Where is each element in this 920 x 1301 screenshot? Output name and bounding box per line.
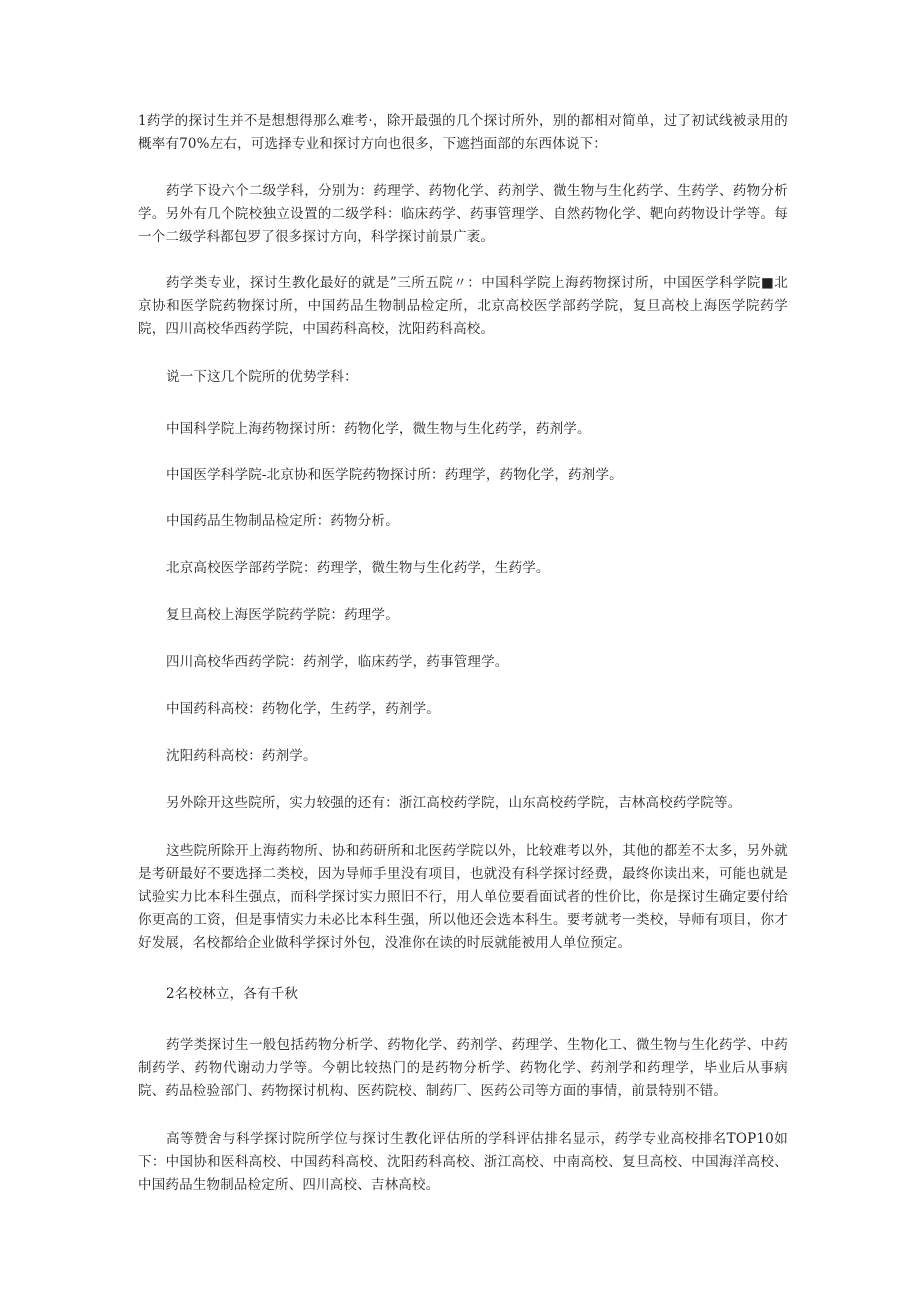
paragraph-advice: 这些院所除开上海药物所、协和药研所和北医药学院以外，比较难考以外，其他的都差不太多，另外就是考研最好不要选择二类校，因为导师手里没有项目，也就没有科学探讨经费，最终你读出来，可能也就是试验实力比本科生强点，而科学探讨实力照旧不行，用人单位要看面试者的性价比，你是探讨生确定要付给你更高的工资，但是事情实力未必比本科生强，所以他还会选本科生。要考就考一类校，导师有项目，你才好发展，名校都给企业做科学探讨外包，没准你在读的时辰就能被用人单位预定。	[138, 843, 788, 951]
paragraph-top-institutes: 药学类专业，探讨生教化最好的就是”三所五院〃：中国科学院上海药物探讨所，中国医学科学院■北京协和医学院药物探讨所，中国药品生物制品检定所，北京高校医学部药学院，复旦高校上海医学院药学院，四川高校华西药学院，中国药科高校，沈阳药科高校。	[138, 275, 788, 337]
paragraph-institute-2: 中国医学科学院-北京协和医学院药物探讨所：药理学，药物化学，药剂学。	[166, 467, 623, 483]
paragraph-other-strong: 另外除开这些院所，实力较强的还有：浙江高校药学院，山东高校药学院，吉林高校药学院等。	[166, 795, 742, 811]
paragraph-disciplines: 药学下设六个二级学科，分别为：药理学、药物化学、药剂学、微生物与生化药学、生药学、药物分析学。另外有几个院校独立设置的二级学科：临床药学、药事管理学、自然药物化学、靶向药物设计学等。每一个二级学科都包罗了很多探讨方向，科学探讨前景广袤。	[138, 183, 788, 245]
paragraph-intro: 1药学的探讨生并不是想想得那么难考·，除开最强的几个探讨所外，别的都相对简单，过了初试线被录用的概率有70%左右，可选择专业和探讨方向也很多，下遮挡面部的东西体说下：	[138, 113, 788, 152]
paragraph-advantage-intro: 说一下这几个院所的优势学科：	[166, 369, 358, 385]
paragraph-institute-5: 复旦高校上海医学院药学院：药理学。	[166, 607, 399, 623]
paragraph-institute-6: 四川高校华西药学院：药剂学，临床药学，药事管理学。	[166, 654, 509, 670]
paragraph-institute-1: 中国科学院上海药物探讨所：药物化学，微生物与生化药学，药剂学。	[166, 421, 591, 437]
paragraph-institute-8: 沈阳药科高校：药剂学。	[166, 748, 317, 764]
paragraph-institute-3: 中国药品生物制品检定所：药物分析。	[166, 513, 399, 529]
section-heading-2: 2名校林立，各有千秋	[166, 986, 299, 1002]
paragraph-institute-4: 北京高校医学部药学院：药理学，微生物与生化药学，生药学。	[166, 560, 550, 576]
paragraph-ranking: 高等赞舍与科学探讨院所学位与探讨生教化评估所的学科评估排名显示，药学专业高校排名TOP10如下：中国协和医科高校、中国药科高校、沈阳药科高校、浙江高校、中南高校、复旦高校、中国海洋高校、中国药品生物制品检定所、四川高校、吉林高校。	[138, 1131, 788, 1193]
paragraph-directions: 药学类探讨生一般包括药物分析学、药物化学、药剂学、药理学、生物化工、微生物与生化药学、中药制药学、药物代谢动力学等。今朝比较热门的是药物分析学、药物化学、药剂学和药理学，毕业后从事病院、药品检验部门、药物探讨机构、医药院校、制药厂、医药公司等方面的事情，前景特别不错。	[138, 1037, 788, 1099]
paragraph-institute-7: 中国药科高校：药物化学，生药学，药剂学。	[166, 701, 440, 717]
